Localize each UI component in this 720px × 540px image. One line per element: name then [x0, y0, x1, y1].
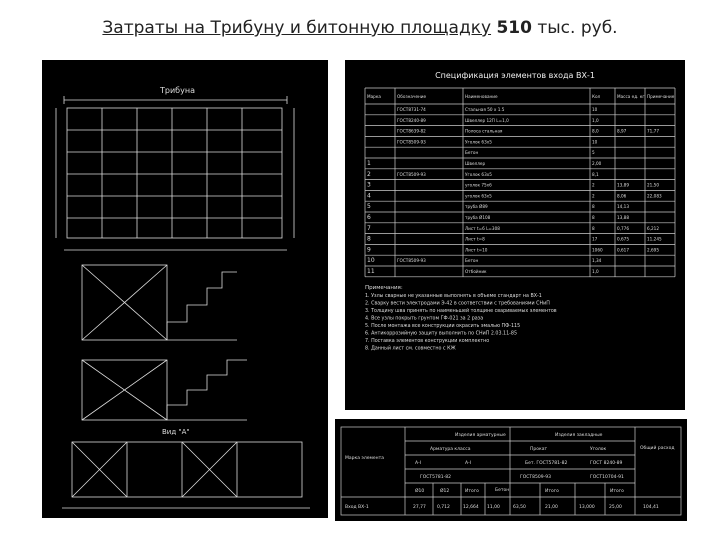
spec-note: 3. Толщину шва принять по наименьшей толщине свариваемых элементов: [365, 308, 557, 314]
spec-cell-name: Швеллер: [465, 161, 486, 166]
spec-panel: [345, 60, 685, 410]
spec-cell-qty: 1,0: [592, 117, 599, 123]
spec-cell-note: 11,245: [647, 236, 662, 242]
summary-value: 12,664: [463, 505, 479, 510]
spec-cell-num: 6: [367, 214, 371, 221]
spec-note: 6. Антикоррозийную защиту выполнить по СНиП 2.03.11-85: [365, 331, 517, 337]
summary-header-embed: Изделия закладные: [555, 433, 603, 438]
spec-heading: Спецификация элементов входа ВХ-1: [435, 71, 595, 80]
spec-cell-name: труба Ø89: [465, 204, 488, 210]
spec-cell-name: Отбойник: [465, 269, 487, 274]
spec-cell-num: 3: [367, 181, 371, 189]
spec-cell-mass: 13,88: [617, 215, 629, 220]
drawing-panel: [42, 60, 328, 518]
summary-value: 13,000: [579, 505, 595, 510]
summary-header-total: Общий расход: [640, 446, 675, 451]
summary-total-1: Итого: [465, 489, 479, 494]
spec-note: 2. Сварку вести электродами Э-42 в соответствии с требованиями СНиП: [365, 301, 550, 307]
spec-cell-num: 2: [367, 170, 371, 178]
spec-notes-title: Примечания:: [365, 284, 403, 291]
summary-panel: [335, 419, 687, 521]
spec-cell-qty: 8: [592, 204, 595, 210]
spec-header: Марка: [367, 94, 381, 99]
spec-cell-qty: 8: [592, 225, 595, 231]
spec-cell-name: Лист t=6 L=308: [465, 225, 500, 231]
spec-note: 5. После монтажа все конструкции окрасить эмалью ПФ-115: [365, 323, 521, 329]
spec-cell-qty: 8,1: [592, 171, 599, 177]
title-amount: 510: [496, 18, 532, 38]
spec-cell-mass: 0,675: [617, 236, 629, 242]
summary-header-class: Арматура класса: [430, 447, 471, 452]
title-units: тыс. руб.: [537, 18, 618, 38]
spec-cell-qty: 10: [592, 139, 598, 145]
spec-header: Масса ед. кг: [617, 94, 645, 99]
spec-cell-qty: 17: [592, 236, 598, 242]
slide-title: [0, 18, 720, 38]
summary-concrete: Бетон: [495, 488, 510, 493]
spec-cell-num: 7: [367, 224, 371, 232]
spec-cell-name: уголок 75х6: [465, 182, 492, 188]
title-underlined: Затраты на Трибуну и битонную площадку: [102, 18, 492, 38]
spec-header: Кол: [592, 94, 601, 99]
summary-header-mark: Марка элемента: [345, 456, 385, 461]
spec-cell-num: 8: [367, 235, 371, 243]
summary-gost-5: ГОСТ10704-91: [590, 475, 624, 480]
spec-header: Наименование: [465, 94, 498, 99]
spec-cell-name: Бетон: [465, 258, 479, 264]
spec-cell-doc: ГОСТ8731-74: [397, 107, 426, 112]
spec-cell-num: 11: [367, 268, 375, 275]
spec-note: 7. Поставка элементов конструкции комплектно: [365, 338, 490, 344]
spec-note: 4. Все узлы покрыть грунтом ГФ-021 за 2 раза: [365, 316, 484, 322]
spec-cell-name: Полоса стальная: [465, 128, 503, 134]
spec-cell-doc: ГОСТ8509-93: [397, 171, 426, 177]
spec-cell-note: 71,77: [647, 128, 659, 134]
summary-class-1: А-I: [415, 461, 422, 466]
spec-cell-doc: ГОСТ8509-93: [397, 258, 426, 264]
summary-gost-4: ГОСТ8509-93: [520, 475, 551, 480]
spec-cell-qty: 8: [592, 215, 595, 220]
summary-total-3: Итого: [610, 489, 624, 494]
spec-cell-mass: 14,13: [617, 204, 629, 210]
spec-note: 8. Данный лист см. совместно с КЖ: [365, 346, 456, 352]
spec-cell-qty: 1,34: [592, 258, 602, 264]
summary-value: 25,00: [609, 505, 622, 510]
spec-cell-qty: 1,0: [592, 269, 599, 274]
drawing-node-label: Вид "А": [162, 428, 190, 436]
spec-cell-doc: ГОСТ8639-82: [397, 128, 426, 134]
summary-gost-1: Бет. ГОСТ5781-82: [525, 461, 568, 466]
spec-cell-name: труба Ø108: [465, 215, 491, 220]
spec-cell-qty: 2: [592, 193, 595, 199]
summary-header-angle: Уголок: [590, 447, 607, 452]
summary-value: 27,77: [413, 505, 426, 510]
spec-cell-name: Уголок 63х5: [465, 171, 492, 177]
spec-cell-name: Бетон: [465, 150, 479, 156]
spec-cell-doc: ГОСТ8240-89: [397, 117, 426, 123]
summary-d12: Ø12: [440, 489, 450, 494]
summary-gost-3: ГОСТ5781-82: [420, 475, 451, 480]
spec-cell-name: Лист t=8: [465, 236, 485, 242]
spec-cell-num: 4: [367, 192, 371, 200]
spec-cell-name: Стальная 50 х 1.5: [465, 107, 505, 112]
spec-cell-qty: 1060: [592, 247, 603, 253]
summary-gost-2: ГОСТ 8240-89: [590, 461, 623, 466]
drawing-top-label: Трибуна: [160, 86, 195, 95]
summary-header-rolled: Прокат: [530, 447, 548, 452]
spec-note: 1. Узлы сварные не указанные выполнять в объеме стандарт на ВХ-1: [365, 293, 542, 299]
spec-cell-name: Швеллер 12П L=1,0: [465, 117, 509, 123]
summary-value: 11,00: [487, 505, 500, 510]
spec-cell-name: Уголок 63х5: [465, 139, 492, 145]
spec-cell-note: 21,50: [647, 182, 659, 188]
spec-cell-qty: 5: [592, 150, 595, 156]
summary-row-label: Вход ВХ-1: [345, 505, 369, 510]
summary-value: 21,00: [545, 505, 558, 510]
spec-cell-note: 6,212: [647, 225, 659, 231]
summary-table: [335, 419, 687, 521]
summary-total-2: Итого: [545, 489, 559, 494]
spec-cell-num: 10: [367, 257, 375, 265]
summary-value: 104,41: [643, 505, 659, 510]
spec-cell-mass: 8,06: [617, 193, 627, 199]
spec-cell-mass: 0,617: [617, 247, 629, 253]
spec-table: [345, 60, 685, 410]
spec-header: Обозначение: [397, 94, 427, 99]
spec-cell-note: 2,695: [647, 247, 659, 253]
spec-cell-qty: 2,00: [592, 161, 602, 166]
summary-d10: Ø10: [415, 489, 425, 494]
spec-cell-mass: 13,89: [617, 182, 629, 188]
spec-header: Примечание: [647, 94, 675, 99]
spec-cell-mass: 8,97: [617, 128, 627, 134]
spec-cell-name: уголок 63х5: [465, 193, 492, 199]
spec-cell-qty: 10: [592, 107, 598, 112]
spec-cell-mass: 0,776: [617, 225, 629, 231]
summary-value: 63,50: [513, 505, 526, 510]
spec-cell-num: 5: [367, 203, 371, 211]
spec-cell-note: 22,083: [647, 193, 662, 199]
spec-cell-qty: 2: [592, 182, 595, 188]
summary-value: 0,712: [437, 505, 450, 510]
tribune-drawing: [42, 60, 328, 518]
spec-cell-num: 1: [367, 160, 371, 167]
summary-class-2: А-I: [465, 461, 472, 466]
spec-cell-name: Лист t=10: [465, 247, 488, 253]
spec-cell-doc: ГОСТ8509-93: [397, 139, 426, 145]
spec-cell-num: 9: [367, 246, 371, 254]
summary-header-arm: Изделия арматурные: [455, 433, 506, 438]
spec-cell-qty: 8,0: [592, 128, 599, 134]
